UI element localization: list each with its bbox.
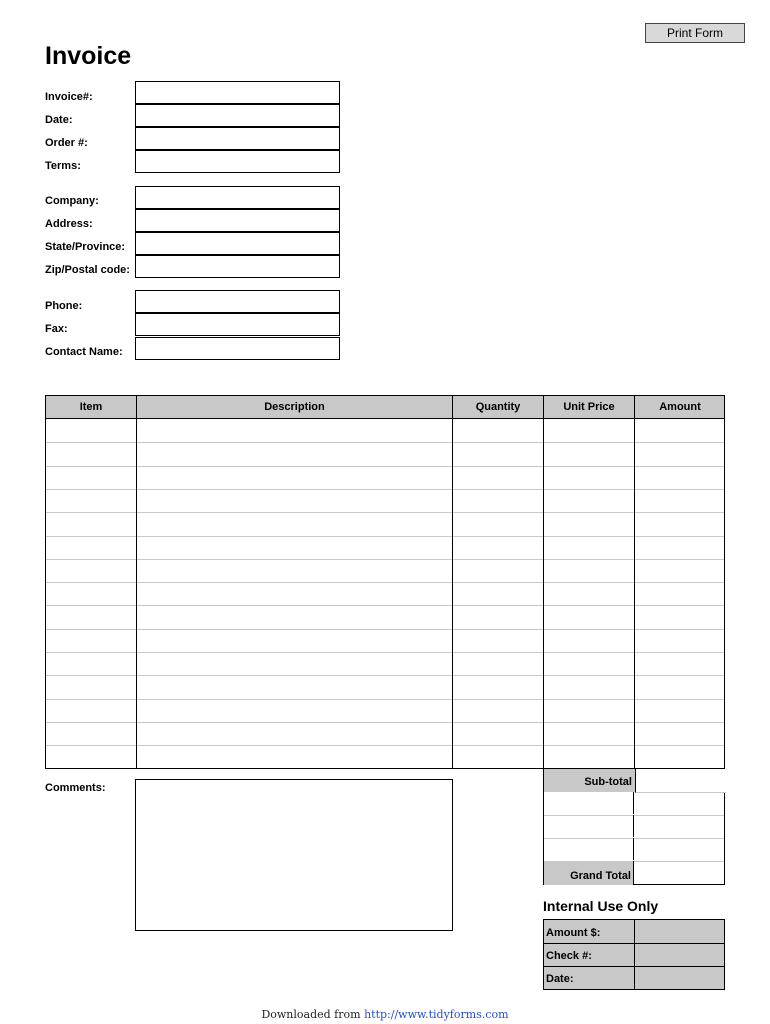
description-cell[interactable] <box>137 420 452 442</box>
terms-field[interactable] <box>135 150 340 173</box>
amount-cell[interactable] <box>635 676 725 698</box>
quantity-cell[interactable] <box>453 490 543 512</box>
invoice-number-field[interactable] <box>135 81 340 104</box>
item-cell[interactable] <box>46 490 136 512</box>
amount-cell[interactable] <box>635 653 725 675</box>
description-cell[interactable] <box>137 746 452 768</box>
item-cell[interactable] <box>46 537 136 559</box>
company-field[interactable] <box>135 186 340 209</box>
extra-total-label-field[interactable] <box>544 815 634 837</box>
amount-cell[interactable] <box>635 490 725 512</box>
quantity-cell[interactable] <box>453 723 543 745</box>
internal-check-label: Check #: <box>546 950 592 962</box>
item-column-header: Item <box>79 401 103 413</box>
quantity-cell[interactable] <box>453 443 543 465</box>
description-cell[interactable] <box>137 537 452 559</box>
description-cell[interactable] <box>137 700 452 722</box>
grand-total-field[interactable] <box>635 861 725 885</box>
extra-total-row <box>544 815 724 839</box>
quantity-cell[interactable] <box>453 653 543 675</box>
footer <box>0 1008 770 1021</box>
amount-cell[interactable] <box>635 513 725 535</box>
zip-postal-field[interactable] <box>135 255 340 278</box>
quantity-cell[interactable] <box>453 746 543 768</box>
address-label: Address: <box>45 218 93 230</box>
amount-cell[interactable] <box>635 420 725 442</box>
item-cell[interactable] <box>46 606 136 628</box>
items-table <box>45 395 725 769</box>
column-divider <box>543 396 544 768</box>
unit-price-cell[interactable] <box>544 467 634 489</box>
description-cell[interactable] <box>137 653 452 675</box>
amount-cell[interactable] <box>635 560 725 582</box>
quantity-cell[interactable] <box>453 630 543 652</box>
subtotal-label: Sub-total <box>584 776 632 788</box>
internal-date-label: Date: <box>546 973 574 985</box>
internal-use-title: Internal Use Only <box>543 898 659 914</box>
phone-field[interactable] <box>135 290 340 313</box>
unit-price-cell[interactable] <box>544 630 634 652</box>
description-cell[interactable] <box>137 723 452 745</box>
subtotal-field[interactable] <box>635 769 726 793</box>
company-label: Company: <box>45 195 99 207</box>
order-number-label: Order #: <box>45 137 88 149</box>
date-field[interactable] <box>135 104 340 127</box>
amount-cell[interactable] <box>635 583 725 605</box>
item-cell[interactable] <box>46 443 136 465</box>
description-cell[interactable] <box>137 630 452 652</box>
extra-total-label-field[interactable] <box>544 792 634 814</box>
item-cell[interactable] <box>46 653 136 675</box>
unit-price-column-header: Unit Price <box>563 401 615 413</box>
column-divider <box>452 396 453 768</box>
unit-price-cell[interactable] <box>544 583 634 605</box>
item-cell[interactable] <box>46 513 136 535</box>
item-cell[interactable] <box>46 676 136 698</box>
column-divider <box>634 396 635 768</box>
totals-box <box>543 768 725 885</box>
unit-price-cell[interactable] <box>544 490 634 512</box>
address-field[interactable] <box>135 209 340 232</box>
quantity-cell[interactable] <box>453 700 543 722</box>
amount-cell[interactable] <box>635 537 725 559</box>
quantity-cell[interactable] <box>453 606 543 628</box>
quantity-cell[interactable] <box>453 583 543 605</box>
description-cell[interactable] <box>137 467 452 489</box>
item-cell[interactable] <box>46 746 136 768</box>
amount-cell[interactable] <box>635 467 725 489</box>
page-title: Invoice <box>45 42 132 70</box>
extra-total-row <box>544 792 724 816</box>
extra-total-field[interactable] <box>635 792 725 815</box>
order-number-field[interactable] <box>135 127 340 150</box>
extra-total-field[interactable] <box>635 838 725 861</box>
subtotal-row <box>544 769 724 793</box>
amount-cell[interactable] <box>635 723 725 745</box>
internal-amount-label: Amount $: <box>546 927 601 939</box>
invoice-number-label: Invoice#: <box>45 91 93 103</box>
item-cell[interactable] <box>46 467 136 489</box>
comments-field[interactable] <box>135 779 453 931</box>
state-province-field[interactable] <box>135 232 340 255</box>
extra-total-row <box>544 838 724 862</box>
description-cell[interactable] <box>137 606 452 628</box>
zip-postal-label: Zip/Postal code: <box>45 264 130 276</box>
fax-label: Fax: <box>45 323 68 335</box>
internal-divider <box>634 920 635 989</box>
amount-cell[interactable] <box>635 630 725 652</box>
item-cell[interactable] <box>46 583 136 605</box>
description-cell[interactable] <box>137 560 452 582</box>
amount-column-header: Amount <box>659 401 701 413</box>
grand-total-label: Grand Total <box>544 861 634 885</box>
terms-label: Terms: <box>45 160 81 172</box>
quantity-cell[interactable] <box>453 537 543 559</box>
item-cell[interactable] <box>46 700 136 722</box>
amount-cell[interactable] <box>635 746 725 768</box>
unit-price-cell[interactable] <box>544 723 634 745</box>
comments-label: Comments: <box>45 782 106 794</box>
description-cell[interactable] <box>137 583 452 605</box>
contact-name-label: Contact Name: <box>45 346 123 358</box>
footer-prefix: Downloaded from <box>261 1008 365 1021</box>
quantity-cell[interactable] <box>453 513 543 535</box>
amount-cell[interactable] <box>635 606 725 628</box>
unit-price-cell[interactable] <box>544 676 634 698</box>
phone-label: Phone: <box>45 300 83 312</box>
quantity-column-header: Quantity <box>475 401 521 413</box>
date-label: Date: <box>45 114 73 126</box>
quantity-cell[interactable] <box>453 420 543 442</box>
description-cell[interactable] <box>137 676 452 698</box>
unit-price-cell[interactable] <box>544 537 634 559</box>
extra-total-field[interactable] <box>635 815 725 838</box>
description-cell[interactable] <box>137 513 452 535</box>
quantity-cell[interactable] <box>453 560 543 582</box>
column-divider <box>136 396 137 768</box>
unit-price-cell[interactable] <box>544 443 634 465</box>
description-cell[interactable] <box>137 490 452 512</box>
description-cell[interactable] <box>137 443 452 465</box>
item-cell[interactable] <box>46 630 136 652</box>
quantity-cell[interactable] <box>453 467 543 489</box>
grand-total-row <box>544 861 724 885</box>
footer-link[interactable]: http://www.tidyforms.com <box>364 1008 509 1021</box>
print-form-button[interactable]: Print Form <box>645 23 745 43</box>
unit-price-cell[interactable] <box>544 653 634 675</box>
item-cell[interactable] <box>46 723 136 745</box>
state-province-label: State/Province: <box>45 241 126 253</box>
unit-price-cell[interactable] <box>544 560 634 582</box>
contact-name-field[interactable] <box>135 337 340 360</box>
quantity-cell[interactable] <box>453 676 543 698</box>
items-table-header <box>46 396 724 419</box>
amount-cell[interactable] <box>635 700 725 722</box>
unit-price-cell[interactable] <box>544 700 634 722</box>
extra-total-label-field[interactable] <box>544 838 634 860</box>
unit-price-cell[interactable] <box>544 513 634 535</box>
internal-use-box <box>543 919 725 990</box>
fax-field[interactable] <box>135 313 340 336</box>
unit-price-cell[interactable] <box>544 606 634 628</box>
amount-cell[interactable] <box>635 443 725 465</box>
unit-price-cell[interactable] <box>544 420 634 442</box>
item-cell[interactable] <box>46 560 136 582</box>
item-cell[interactable] <box>46 420 136 442</box>
unit-price-cell[interactable] <box>544 746 634 768</box>
description-column-header: Description <box>264 401 325 413</box>
